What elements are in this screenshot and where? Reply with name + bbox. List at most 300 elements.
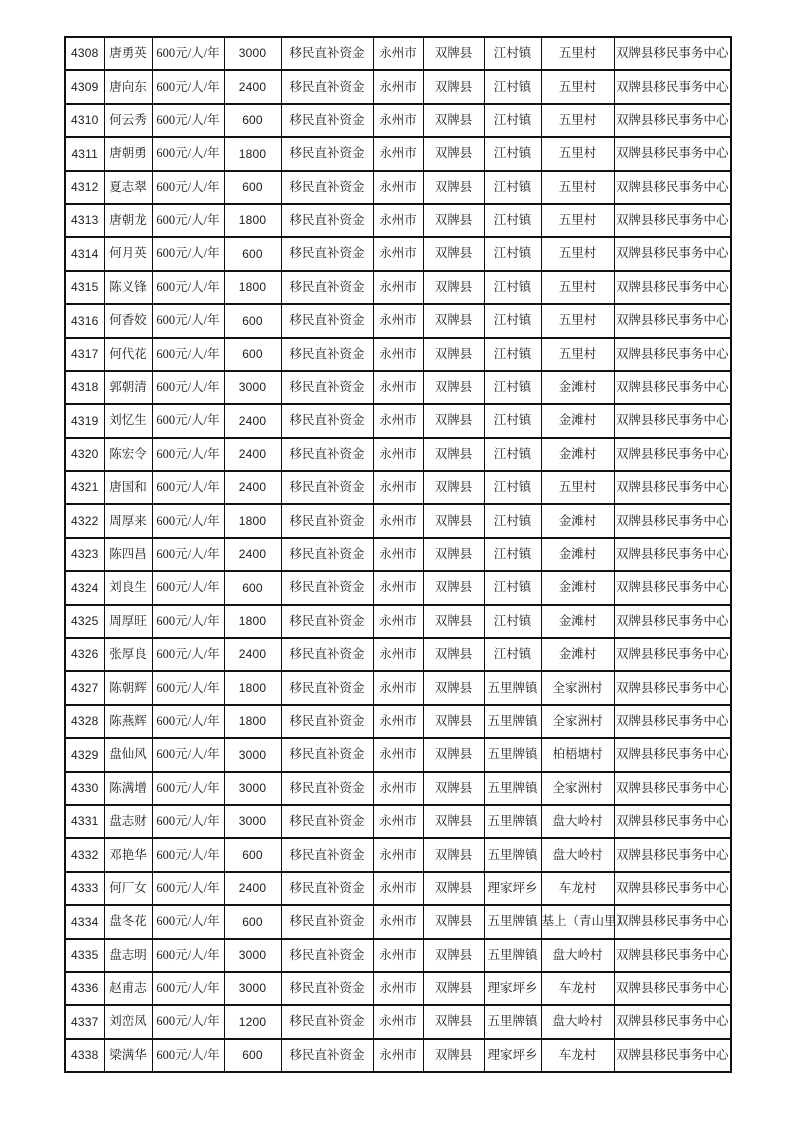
cell-amount: 1800 xyxy=(224,137,281,170)
cell-name: 陈义锋 xyxy=(104,271,152,304)
table-row xyxy=(65,404,731,437)
cell-city: 永州市 xyxy=(373,137,423,170)
cell-village: 五里村 xyxy=(541,471,614,504)
cell-fund-type: 移民直补资金 xyxy=(281,538,373,571)
cell-county: 双牌县 xyxy=(423,638,484,671)
cell-village: 金滩村 xyxy=(541,404,614,437)
cell-village: 金滩村 xyxy=(541,538,614,571)
cell-fund-type: 移民直补资金 xyxy=(281,171,373,204)
table-row xyxy=(65,939,731,972)
cell-name: 盘志财 xyxy=(104,805,152,838)
cell-name: 周厚来 xyxy=(104,504,152,537)
table-row xyxy=(65,671,731,704)
cell-county: 双牌县 xyxy=(423,104,484,137)
cell-subsidy-standard: 600元/人/年 xyxy=(152,872,224,905)
cell-name: 唐国和 xyxy=(104,471,152,504)
table-row xyxy=(65,438,731,471)
cell-city: 永州市 xyxy=(373,37,423,70)
table-row xyxy=(65,605,731,638)
cell-name: 赵甫志 xyxy=(104,972,152,1005)
cell-village: 五里村 xyxy=(541,237,614,270)
cell-agency: 双牌县移民事务中心 xyxy=(614,872,731,905)
cell-subsidy-standard: 600元/人/年 xyxy=(152,805,224,838)
cell-name: 梁满华 xyxy=(104,1039,152,1072)
cell-subsidy-standard: 600元/人/年 xyxy=(152,1005,224,1038)
cell-subsidy-standard: 600元/人/年 xyxy=(152,70,224,103)
cell-amount: 2400 xyxy=(224,471,281,504)
table-row xyxy=(65,371,731,404)
cell-town: 五里牌镇 xyxy=(484,838,541,871)
cell-town: 五里牌镇 xyxy=(484,772,541,805)
cell-name: 盘仙风 xyxy=(104,738,152,771)
cell-agency: 双牌县移民事务中心 xyxy=(614,171,731,204)
cell-subsidy-standard: 600元/人/年 xyxy=(152,104,224,137)
cell-village: 车龙村 xyxy=(541,1039,614,1072)
cell-village: 金滩村 xyxy=(541,571,614,604)
cell-amount: 3000 xyxy=(224,972,281,1005)
cell-village: 全家洲村 xyxy=(541,772,614,805)
cell-fund-type: 移民直补资金 xyxy=(281,805,373,838)
cell-village: 五里村 xyxy=(541,37,614,70)
cell-city: 永州市 xyxy=(373,204,423,237)
table-row xyxy=(65,171,731,204)
cell-town: 江村镇 xyxy=(484,538,541,571)
cell-serial: 4331 xyxy=(65,805,104,838)
cell-city: 永州市 xyxy=(373,872,423,905)
cell-serial: 4315 xyxy=(65,271,104,304)
cell-fund-type: 移民直补资金 xyxy=(281,838,373,871)
cell-fund-type: 移民直补资金 xyxy=(281,571,373,604)
cell-town: 江村镇 xyxy=(484,438,541,471)
cell-amount: 600 xyxy=(224,304,281,337)
cell-serial: 4308 xyxy=(65,37,104,70)
cell-amount: 3000 xyxy=(224,939,281,972)
table-row xyxy=(65,104,731,137)
cell-village: 五里村 xyxy=(541,304,614,337)
cell-fund-type: 移民直补资金 xyxy=(281,605,373,638)
cell-fund-type: 移民直补资金 xyxy=(281,271,373,304)
cell-serial: 4334 xyxy=(65,905,104,938)
table-row xyxy=(65,471,731,504)
cell-fund-type: 移民直补资金 xyxy=(281,638,373,671)
cell-agency: 双牌县移民事务中心 xyxy=(614,104,731,137)
table-row xyxy=(65,37,731,70)
cell-county: 双牌县 xyxy=(423,1005,484,1038)
cell-agency: 双牌县移民事务中心 xyxy=(614,304,731,337)
table-row xyxy=(65,972,731,1005)
table-body xyxy=(65,37,731,1072)
cell-amount: 600 xyxy=(224,1039,281,1072)
cell-serial: 4338 xyxy=(65,1039,104,1072)
cell-village: 基上（青山里） xyxy=(541,905,614,938)
cell-fund-type: 移民直补资金 xyxy=(281,972,373,1005)
cell-town: 江村镇 xyxy=(484,204,541,237)
cell-agency: 双牌县移民事务中心 xyxy=(614,772,731,805)
cell-serial: 4329 xyxy=(65,738,104,771)
cell-city: 永州市 xyxy=(373,972,423,1005)
cell-village: 五里村 xyxy=(541,70,614,103)
table-row xyxy=(65,905,731,938)
cell-subsidy-standard: 600元/人/年 xyxy=(152,538,224,571)
cell-subsidy-standard: 600元/人/年 xyxy=(152,571,224,604)
cell-amount: 2400 xyxy=(224,872,281,905)
cell-fund-type: 移民直补资金 xyxy=(281,872,373,905)
cell-name: 陈满增 xyxy=(104,772,152,805)
cell-agency: 双牌县移民事务中心 xyxy=(614,671,731,704)
cell-amount: 2400 xyxy=(224,404,281,437)
cell-name: 唐勇英 xyxy=(104,37,152,70)
table-row xyxy=(65,1039,731,1072)
cell-serial: 4311 xyxy=(65,137,104,170)
cell-fund-type: 移民直补资金 xyxy=(281,204,373,237)
cell-name: 陈燕辉 xyxy=(104,705,152,738)
cell-agency: 双牌县移民事务中心 xyxy=(614,371,731,404)
cell-city: 永州市 xyxy=(373,504,423,537)
cell-agency: 双牌县移民事务中心 xyxy=(614,438,731,471)
cell-name: 盘冬花 xyxy=(104,905,152,938)
cell-name: 郭朝清 xyxy=(104,371,152,404)
cell-county: 双牌县 xyxy=(423,805,484,838)
cell-subsidy-standard: 600元/人/年 xyxy=(152,705,224,738)
cell-town: 五里牌镇 xyxy=(484,905,541,938)
cell-agency: 双牌县移民事务中心 xyxy=(614,1039,731,1072)
cell-name: 何云秀 xyxy=(104,104,152,137)
cell-county: 双牌县 xyxy=(423,204,484,237)
cell-fund-type: 移民直补资金 xyxy=(281,104,373,137)
cell-town: 江村镇 xyxy=(484,371,541,404)
cell-agency: 双牌县移民事务中心 xyxy=(614,538,731,571)
cell-town: 五里牌镇 xyxy=(484,939,541,972)
cell-city: 永州市 xyxy=(373,571,423,604)
table-row xyxy=(65,838,731,871)
cell-agency: 双牌县移民事务中心 xyxy=(614,471,731,504)
cell-serial: 4312 xyxy=(65,171,104,204)
cell-serial: 4337 xyxy=(65,1005,104,1038)
cell-county: 双牌县 xyxy=(423,137,484,170)
cell-county: 双牌县 xyxy=(423,37,484,70)
cell-amount: 3000 xyxy=(224,371,281,404)
cell-name: 邓艳华 xyxy=(104,838,152,871)
cell-agency: 双牌县移民事务中心 xyxy=(614,204,731,237)
cell-county: 双牌县 xyxy=(423,338,484,371)
table-row xyxy=(65,137,731,170)
cell-serial: 4325 xyxy=(65,605,104,638)
cell-subsidy-standard: 600元/人/年 xyxy=(152,237,224,270)
cell-subsidy-standard: 600元/人/年 xyxy=(152,271,224,304)
cell-amount: 600 xyxy=(224,171,281,204)
cell-agency: 双牌县移民事务中心 xyxy=(614,404,731,437)
cell-amount: 1800 xyxy=(224,671,281,704)
cell-town: 江村镇 xyxy=(484,271,541,304)
cell-fund-type: 移民直补资金 xyxy=(281,70,373,103)
cell-name: 唐朝勇 xyxy=(104,137,152,170)
table-row xyxy=(65,338,731,371)
cell-city: 永州市 xyxy=(373,905,423,938)
cell-amount: 600 xyxy=(224,338,281,371)
cell-serial: 4309 xyxy=(65,70,104,103)
cell-subsidy-standard: 600元/人/年 xyxy=(152,371,224,404)
cell-amount: 1800 xyxy=(224,705,281,738)
cell-subsidy-standard: 600元/人/年 xyxy=(152,304,224,337)
cell-town: 五里牌镇 xyxy=(484,805,541,838)
cell-serial: 4324 xyxy=(65,571,104,604)
cell-agency: 双牌县移民事务中心 xyxy=(614,504,731,537)
cell-town: 五里牌镇 xyxy=(484,1005,541,1038)
cell-county: 双牌县 xyxy=(423,70,484,103)
table-row xyxy=(65,237,731,270)
cell-town: 江村镇 xyxy=(484,304,541,337)
cell-amount: 1800 xyxy=(224,605,281,638)
cell-village: 五里村 xyxy=(541,338,614,371)
cell-agency: 双牌县移民事务中心 xyxy=(614,939,731,972)
cell-amount: 3000 xyxy=(224,738,281,771)
table-row xyxy=(65,538,731,571)
cell-city: 永州市 xyxy=(373,304,423,337)
cell-amount: 1200 xyxy=(224,1005,281,1038)
cell-fund-type: 移民直补资金 xyxy=(281,371,373,404)
cell-agency: 双牌县移民事务中心 xyxy=(614,1005,731,1038)
cell-fund-type: 移民直补资金 xyxy=(281,237,373,270)
cell-county: 双牌县 xyxy=(423,504,484,537)
table-row xyxy=(65,70,731,103)
cell-town: 江村镇 xyxy=(484,638,541,671)
cell-name: 何代花 xyxy=(104,338,152,371)
cell-county: 双牌县 xyxy=(423,471,484,504)
cell-serial: 4319 xyxy=(65,404,104,437)
cell-subsidy-standard: 600元/人/年 xyxy=(152,137,224,170)
table-row xyxy=(65,638,731,671)
cell-agency: 双牌县移民事务中心 xyxy=(614,37,731,70)
cell-agency: 双牌县移民事务中心 xyxy=(614,137,731,170)
cell-subsidy-standard: 600元/人/年 xyxy=(152,605,224,638)
cell-city: 永州市 xyxy=(373,438,423,471)
cell-subsidy-standard: 600元/人/年 xyxy=(152,738,224,771)
cell-name: 陈宏令 xyxy=(104,438,152,471)
cell-subsidy-standard: 600元/人/年 xyxy=(152,471,224,504)
cell-subsidy-standard: 600元/人/年 xyxy=(152,772,224,805)
subsidy-table xyxy=(64,36,732,1073)
cell-fund-type: 移民直补资金 xyxy=(281,671,373,704)
cell-subsidy-standard: 600元/人/年 xyxy=(152,1039,224,1072)
cell-county: 双牌县 xyxy=(423,972,484,1005)
cell-agency: 双牌县移民事务中心 xyxy=(614,805,731,838)
cell-county: 双牌县 xyxy=(423,838,484,871)
cell-city: 永州市 xyxy=(373,838,423,871)
cell-county: 双牌县 xyxy=(423,571,484,604)
cell-fund-type: 移民直补资金 xyxy=(281,304,373,337)
cell-town: 江村镇 xyxy=(484,171,541,204)
cell-serial: 4322 xyxy=(65,504,104,537)
cell-town: 江村镇 xyxy=(484,605,541,638)
cell-amount: 2400 xyxy=(224,638,281,671)
cell-amount: 2400 xyxy=(224,70,281,103)
cell-amount: 600 xyxy=(224,104,281,137)
cell-serial: 4326 xyxy=(65,638,104,671)
cell-town: 江村镇 xyxy=(484,571,541,604)
cell-city: 永州市 xyxy=(373,104,423,137)
table-row xyxy=(65,504,731,537)
cell-name: 盘志明 xyxy=(104,939,152,972)
table-row xyxy=(65,1005,731,1038)
cell-county: 双牌县 xyxy=(423,404,484,437)
table-row xyxy=(65,872,731,905)
cell-serial: 4310 xyxy=(65,104,104,137)
cell-subsidy-standard: 600元/人/年 xyxy=(152,939,224,972)
cell-fund-type: 移民直补资金 xyxy=(281,1039,373,1072)
cell-county: 双牌县 xyxy=(423,605,484,638)
cell-town: 江村镇 xyxy=(484,237,541,270)
cell-village: 金滩村 xyxy=(541,605,614,638)
cell-agency: 双牌县移民事务中心 xyxy=(614,972,731,1005)
cell-city: 永州市 xyxy=(373,638,423,671)
cell-name: 刘良生 xyxy=(104,571,152,604)
cell-county: 双牌县 xyxy=(423,939,484,972)
cell-fund-type: 移民直补资金 xyxy=(281,504,373,537)
cell-serial: 4330 xyxy=(65,772,104,805)
cell-fund-type: 移民直补资金 xyxy=(281,905,373,938)
cell-name: 陈朝辉 xyxy=(104,671,152,704)
table-row xyxy=(65,772,731,805)
cell-village: 五里村 xyxy=(541,171,614,204)
cell-town: 五里牌镇 xyxy=(484,705,541,738)
cell-fund-type: 移民直补资金 xyxy=(281,772,373,805)
cell-amount: 3000 xyxy=(224,37,281,70)
cell-village: 金滩村 xyxy=(541,504,614,537)
cell-county: 双牌县 xyxy=(423,237,484,270)
table-row xyxy=(65,571,731,604)
cell-serial: 4318 xyxy=(65,371,104,404)
cell-agency: 双牌县移民事务中心 xyxy=(614,237,731,270)
cell-village: 金滩村 xyxy=(541,638,614,671)
cell-city: 永州市 xyxy=(373,271,423,304)
cell-city: 永州市 xyxy=(373,738,423,771)
cell-town: 江村镇 xyxy=(484,471,541,504)
cell-county: 双牌县 xyxy=(423,671,484,704)
cell-serial: 4320 xyxy=(65,438,104,471)
cell-county: 双牌县 xyxy=(423,905,484,938)
cell-fund-type: 移民直补资金 xyxy=(281,137,373,170)
cell-name: 唐朝龙 xyxy=(104,204,152,237)
cell-town: 五里牌镇 xyxy=(484,671,541,704)
cell-name: 陈四昌 xyxy=(104,538,152,571)
cell-county: 双牌县 xyxy=(423,171,484,204)
cell-county: 双牌县 xyxy=(423,738,484,771)
cell-city: 永州市 xyxy=(373,772,423,805)
cell-serial: 4332 xyxy=(65,838,104,871)
cell-name: 唐向东 xyxy=(104,70,152,103)
cell-village: 全家洲村 xyxy=(541,705,614,738)
cell-name: 何月英 xyxy=(104,237,152,270)
cell-subsidy-standard: 600元/人/年 xyxy=(152,671,224,704)
cell-city: 永州市 xyxy=(373,805,423,838)
cell-subsidy-standard: 600元/人/年 xyxy=(152,404,224,437)
cell-serial: 4333 xyxy=(65,872,104,905)
cell-town: 理家坪乡 xyxy=(484,872,541,905)
table-row xyxy=(65,705,731,738)
cell-amount: 1800 xyxy=(224,504,281,537)
cell-town: 五里牌镇 xyxy=(484,738,541,771)
cell-agency: 双牌县移民事务中心 xyxy=(614,271,731,304)
cell-serial: 4321 xyxy=(65,471,104,504)
cell-amount: 3000 xyxy=(224,805,281,838)
cell-county: 双牌县 xyxy=(423,271,484,304)
cell-village: 车龙村 xyxy=(541,872,614,905)
cell-town: 江村镇 xyxy=(484,37,541,70)
cell-city: 永州市 xyxy=(373,338,423,371)
cell-city: 永州市 xyxy=(373,1039,423,1072)
cell-serial: 4313 xyxy=(65,204,104,237)
cell-town: 江村镇 xyxy=(484,104,541,137)
cell-village: 盘大岭村 xyxy=(541,838,614,871)
cell-city: 永州市 xyxy=(373,70,423,103)
cell-city: 永州市 xyxy=(373,237,423,270)
cell-fund-type: 移民直补资金 xyxy=(281,939,373,972)
cell-village: 盘大岭村 xyxy=(541,805,614,838)
cell-subsidy-standard: 600元/人/年 xyxy=(152,838,224,871)
cell-subsidy-standard: 600元/人/年 xyxy=(152,438,224,471)
cell-amount: 1800 xyxy=(224,271,281,304)
cell-agency: 双牌县移民事务中心 xyxy=(614,705,731,738)
cell-amount: 600 xyxy=(224,237,281,270)
cell-village: 盘大岭村 xyxy=(541,939,614,972)
cell-county: 双牌县 xyxy=(423,438,484,471)
cell-serial: 4316 xyxy=(65,304,104,337)
cell-name: 何厂女 xyxy=(104,872,152,905)
cell-serial: 4323 xyxy=(65,538,104,571)
cell-fund-type: 移民直补资金 xyxy=(281,338,373,371)
cell-city: 永州市 xyxy=(373,605,423,638)
cell-agency: 双牌县移民事务中心 xyxy=(614,905,731,938)
cell-county: 双牌县 xyxy=(423,371,484,404)
cell-name: 刘忆生 xyxy=(104,404,152,437)
cell-town: 理家坪乡 xyxy=(484,1039,541,1072)
cell-city: 永州市 xyxy=(373,705,423,738)
cell-city: 永州市 xyxy=(373,171,423,204)
cell-county: 双牌县 xyxy=(423,705,484,738)
cell-village: 五里村 xyxy=(541,137,614,170)
cell-village: 金滩村 xyxy=(541,438,614,471)
cell-amount: 2400 xyxy=(224,438,281,471)
table-row xyxy=(65,805,731,838)
cell-subsidy-standard: 600元/人/年 xyxy=(152,638,224,671)
cell-city: 永州市 xyxy=(373,939,423,972)
cell-name: 夏志翠 xyxy=(104,171,152,204)
cell-agency: 双牌县移民事务中心 xyxy=(614,70,731,103)
cell-town: 江村镇 xyxy=(484,404,541,437)
cell-name: 张厚良 xyxy=(104,638,152,671)
cell-amount: 2400 xyxy=(224,538,281,571)
cell-town: 江村镇 xyxy=(484,70,541,103)
cell-subsidy-standard: 600元/人/年 xyxy=(152,338,224,371)
cell-name: 刘峦凤 xyxy=(104,1005,152,1038)
cell-city: 永州市 xyxy=(373,471,423,504)
cell-fund-type: 移民直补资金 xyxy=(281,438,373,471)
cell-subsidy-standard: 600元/人/年 xyxy=(152,37,224,70)
cell-serial: 4314 xyxy=(65,237,104,270)
cell-agency: 双牌县移民事务中心 xyxy=(614,338,731,371)
cell-serial: 4327 xyxy=(65,671,104,704)
table-row xyxy=(65,204,731,237)
cell-town: 江村镇 xyxy=(484,338,541,371)
cell-village: 车龙村 xyxy=(541,972,614,1005)
cell-county: 双牌县 xyxy=(423,872,484,905)
cell-agency: 双牌县移民事务中心 xyxy=(614,638,731,671)
cell-amount: 600 xyxy=(224,838,281,871)
cell-amount: 600 xyxy=(224,571,281,604)
cell-amount: 600 xyxy=(224,905,281,938)
cell-village: 五里村 xyxy=(541,271,614,304)
cell-subsidy-standard: 600元/人/年 xyxy=(152,204,224,237)
